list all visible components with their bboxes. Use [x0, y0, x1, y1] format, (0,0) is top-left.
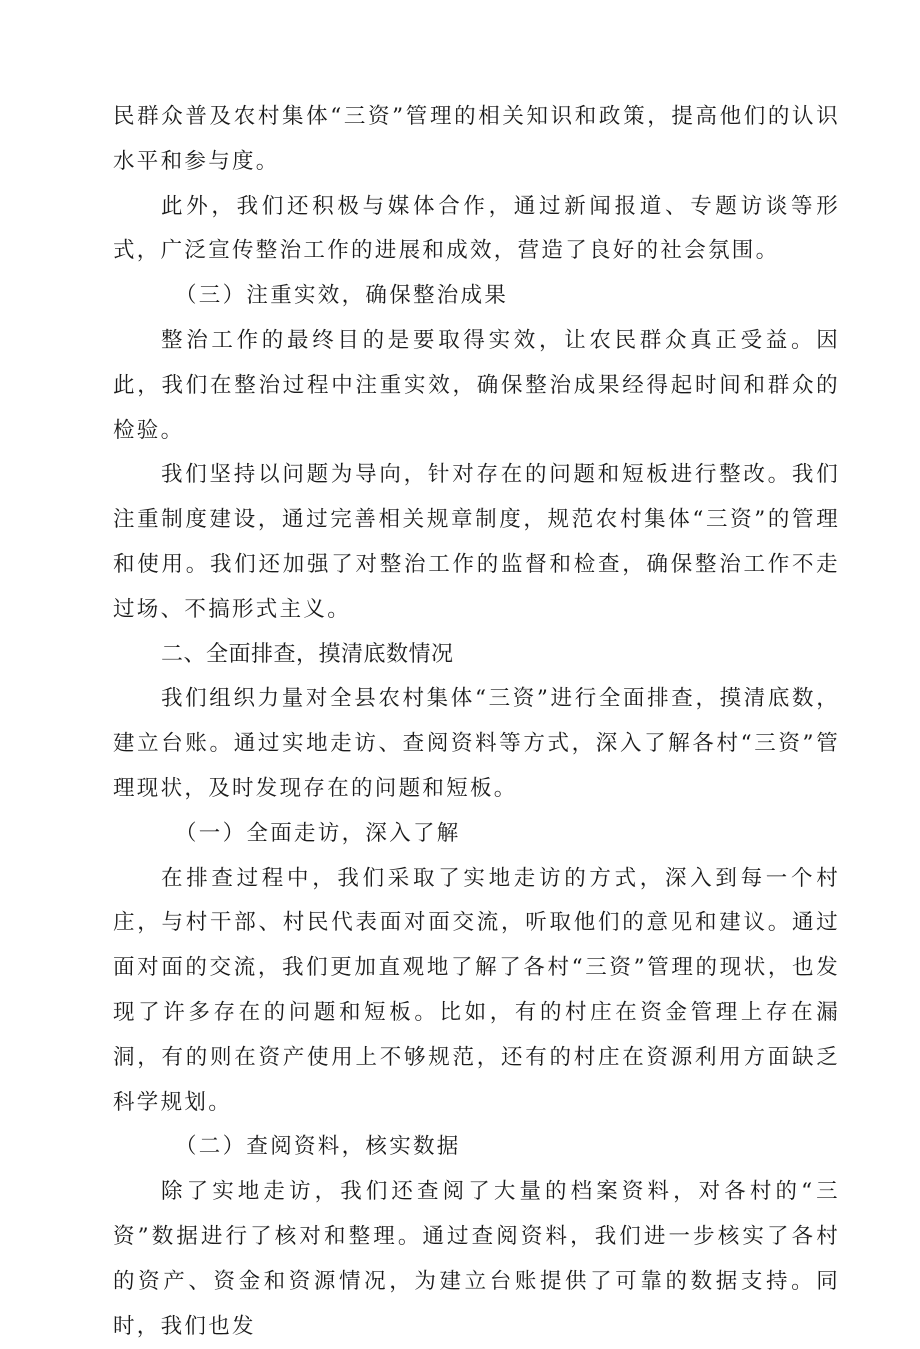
paragraph-field-visits: 在排查过程中，我们采取了实地走访的方式，深入到每一个村庄，与村干部、村民代表面对面交流，听取他们的意见和建议。通过面对面的交流，我们更加直观地了解了各村“三资”管理的现状，也发现了许多存在的问题和短板。比如，有的村庄在资金管理上存在漏洞，有的则在资产使用上不够规范，还有的村庄在资源利用方面缺乏科学规划。: [113, 865, 840, 1115]
document-body: [113, 95, 840, 1349]
subheading-focus-effectiveness: （三）注重实效，确保整治成果: [175, 283, 509, 309]
paragraph-organize-check: 我们组织力量对全县农村集体“三资”进行全面排查，摸清底数，建立台账。通过实地走访、查阅资料等方式，深入了解各村“三资”管理现状，及时发现存在的问题和短板。: [113, 686, 840, 801]
paragraph-problem-oriented: 我们坚持以问题为导向，针对存在的问题和短板进行整改。我们注重制度建设，通过完善相关规章制度，规范农村集体“三资”的管理和使用。我们还加强了对整治工作的监督和检查，确保整治工作不走过场、不搞形式主义。: [113, 462, 840, 622]
subheading-records: （二）查阅资料，核实数据: [175, 1134, 461, 1160]
paragraph-records-review: 除了实地走访，我们还查阅了大量的档案资料，对各村的“三资”数据进行了核对和整理。通过查阅资料，我们进一步核实了各村的资产、资金和资源情况，为建立台账提供了可靠的数据支持。同时，我们也发: [113, 1179, 840, 1339]
paragraph-goal: 整治工作的最终目的是要取得实效，让农民群众真正受益。因此，我们在整治过程中注重实效，确保整治成果经得起时间和群众的检验。: [113, 327, 840, 443]
paragraph-media-cooperation: 此外，我们还积极与媒体合作，通过新闻报道、专题访谈等形式，广泛宣传整治工作的进展和成效，营造了良好的社会氛围。: [113, 193, 840, 264]
paragraph-continuation: 民群众普及农村集体“三资”管理的相关知识和政策，提高他们的认识水平和参与度。: [113, 104, 840, 174]
subheading-visits: （一）全面走访，深入了解: [175, 820, 461, 846]
section-heading-comprehensive-check: 二、全面排查，摸清底数情况: [161, 641, 454, 667]
